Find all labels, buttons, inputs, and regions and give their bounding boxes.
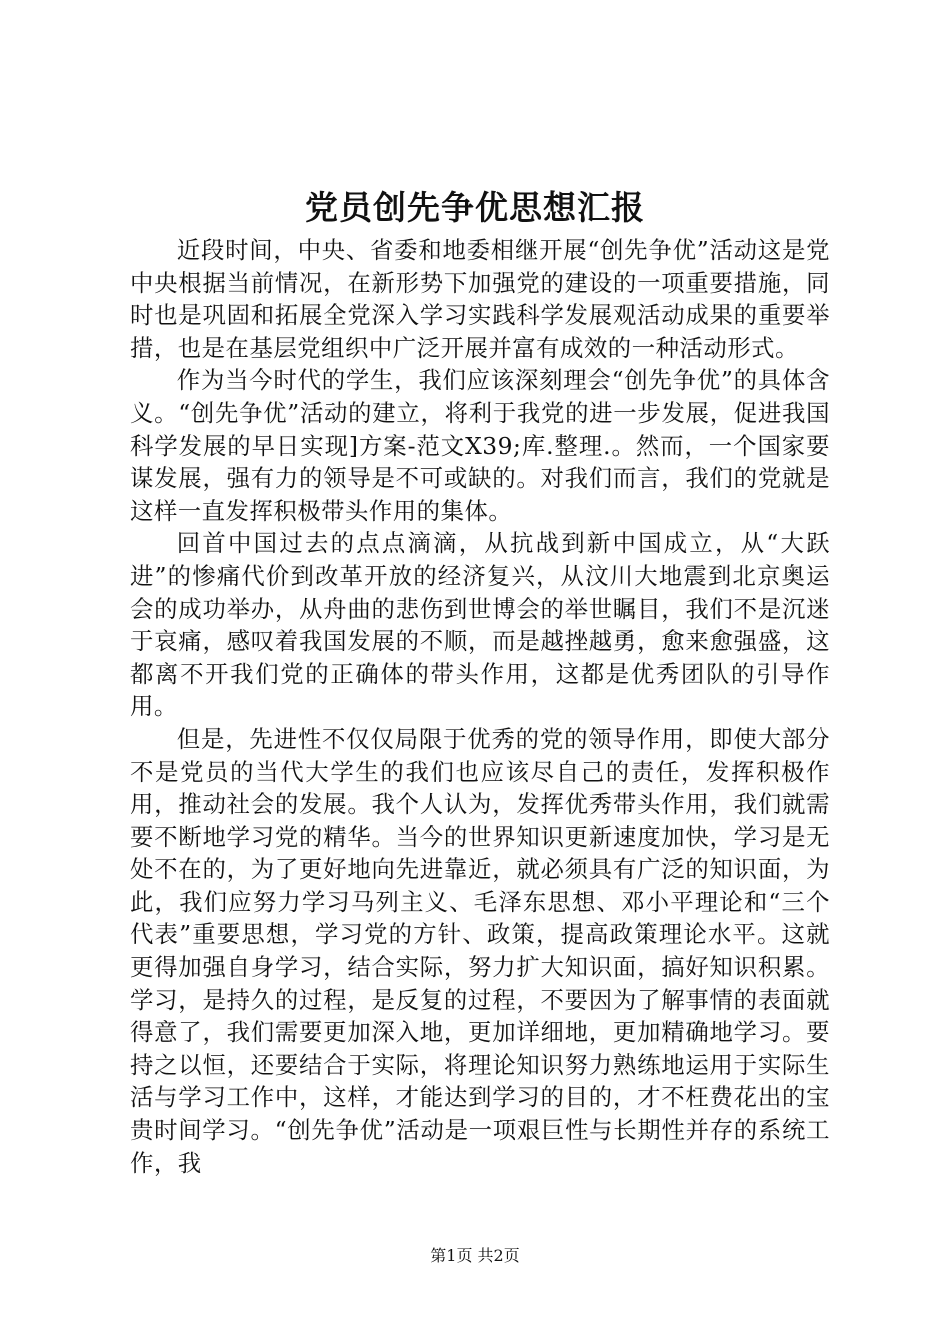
page-number-footer: 第1页 共2页 [430, 1246, 520, 1265]
paragraph-3: 回首中国过去的点点滴滴，从抗战到新中国成立，从“大跃进”的惨痛代价到改革开放的经济复兴，从汶川大地震到北京奥运会的成功举办，从舟曲的悲伤到世博会的举世瞩目，我们不是沉迷于哀痛，感叹着我国发展的不顺，而是越挫越勇，愈来愈强盛，这都离不开我们党的正确体的带头作用，这都是优秀团队的引导作用。 [130, 529, 830, 721]
paragraph-2: 作为当今时代的学生，我们应该深刻理会“创先争优”的具体含义。“创先争优”活动的建立，将利于我党的进一步发展，促进我国科学发展的早日实现]方案-范文X39;库.整理.。然而，一个国家要谋发展，强有力的领导是不可或缺的。对我们而言，我们的党就是这样一直发挥积极带头作用的集体。 [130, 366, 830, 525]
paragraph-4: 但是，先进性不仅仅局限于优秀的党的领导作用，即使大部分不是党员的当代大学生的我们也应该尽自己的责任，发挥积极作用，推动社会的发展。我个人认为，发挥优秀带头作用，我们就需要不断地学习党的精华。当今的世界知识更新速度加快，学习是无处不在的，为了更好地向先进靠近，就必须具有广泛的知识面，为此，我们应努力学习马列主义、毛泽东思想、邓小平理论和“三个代表”重要思想，学习党的方针、政策，提高政策理论水平。这就更得加强自身学习，结合实际，努力扩大知识面，搞好知识积累。学习，是持久的过程，是反复的过程，不要因为了解事情的表面就得意了，我们需要更加深入地，更加详细地，更加精确地学习。要持之以恒，还要结合于实际，将理论知识努力熟练地运用于实际生活与学习工作中，这样，才能达到学习的目的，才不枉费花出的宝贵时间学习。“创先争优”活动是一项艰巨性与长期性并存的系统工作，我 [130, 724, 830, 1177]
paragraph-1: 近段时间，中央、省委和地委相继开展“创先争优”活动这是党中央根据当前情况，在新形势下加强党的建设的一项重要措施，同时也是巩固和拓展全党深入学习实践科学发展观活动成果的重要举措，也是在基层党组织中广泛开展并富有成效的一种活动形式。 [130, 236, 830, 362]
document-body [130, 234, 830, 1179]
document-title: 党员创先争优思想汇报 [305, 188, 645, 227]
